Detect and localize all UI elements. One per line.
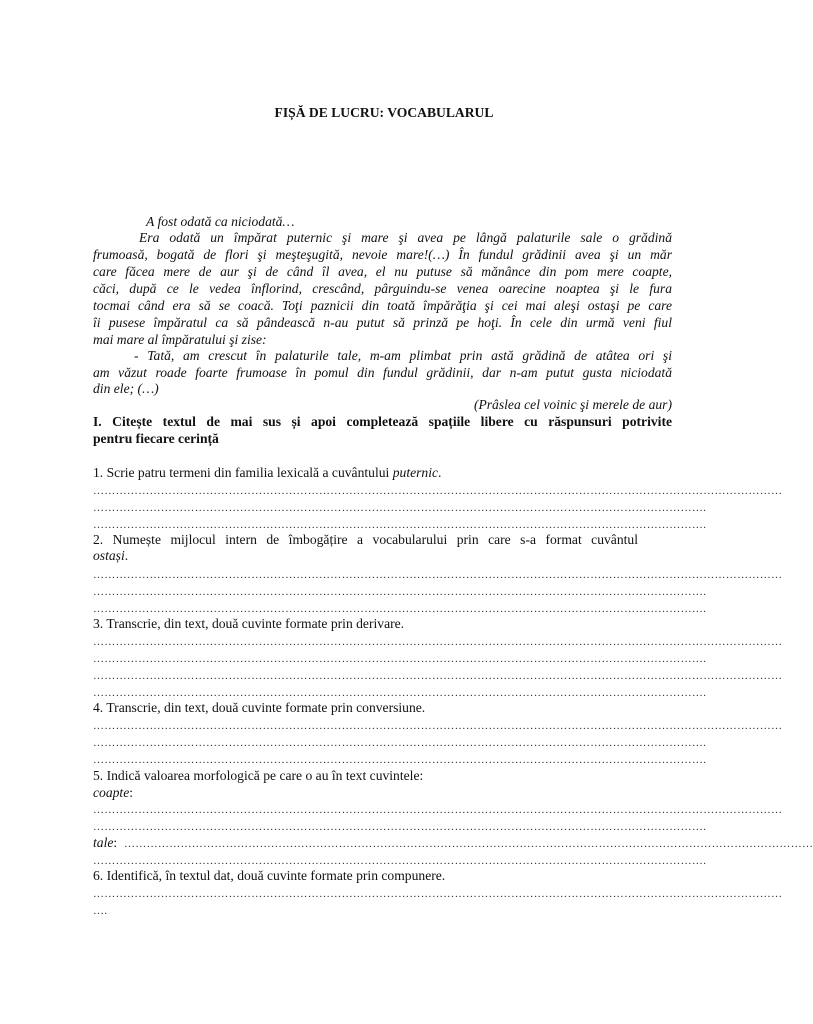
question-2-cont — [93, 547, 128, 564]
story-line: din ele; (…) — [93, 381, 159, 396]
answer-line[interactable]: ………………………………………………………………………………………………………………………………………………………………… — [93, 804, 783, 816]
story-opening: A fost odată ca niciodată… — [146, 214, 295, 229]
question-5-word-2 — [93, 834, 117, 851]
question-1 — [93, 464, 441, 481]
question-word: tale — [93, 835, 114, 850]
question-word: coapte — [93, 785, 130, 800]
answer-line[interactable]: ………………………………………………………………………………………………………………………………………………. — [93, 586, 707, 598]
answer-line[interactable]: ………………………………………………………………………………………………………………………………………………. — [93, 653, 707, 665]
question-6: 6. Identifică, în textul dat, două cuvinte formate prin compunere. — [93, 868, 446, 883]
story-line: îi pusese împăratul ca să pândească n-au putut să prinză pe hoţi. În cele din urmă veni fiul — [93, 315, 672, 330]
story-line: tocmai când era să se coacă. Toţi paznicii din toată împărăţia şi cei mai aleşi ostaşi pe care — [93, 298, 672, 313]
answer-line[interactable]: …. — [93, 905, 108, 917]
story-line: Era odată un împărat puternic şi mare şi avea pe lângă palaturile sale o grădină — [139, 230, 672, 245]
question-colon: : — [129, 785, 134, 800]
answer-line[interactable]: ………………………………………………………………………………………………………………………………………………. — [93, 603, 707, 615]
answer-line[interactable]: ………………………………………………………………………………………………………………………………………………. — [93, 519, 707, 531]
question-word: ostași — [93, 548, 125, 563]
answer-line[interactable]: ………………………………………………………………………………………………………………………………………………. — [93, 754, 707, 766]
story-source: (Prâslea cel voinic şi merele de aur) — [473, 397, 672, 412]
answer-line[interactable]: ………………………………………………………………………………………………………………………………………………………………… — [93, 888, 783, 900]
answer-line[interactable]: ………………………………………………………………………………………………………………………………………………. — [93, 821, 707, 833]
answer-line[interactable]: ………………………………………………………………………………………………………………………………………………………………… — [93, 636, 783, 648]
answer-line[interactable]: ………………………………………………………………………………………………………………………………………………. — [93, 687, 707, 699]
question-2: 2. Numește mijlocul intern de îmbogățire a vocabularului prin care s-a format cuvântul — [93, 532, 638, 547]
worksheet-title: FIȘĂ DE LUCRU: VOCABULARUL — [274, 105, 494, 120]
story-line: frumoasă, bogată de flori şi meşteşugită, nevoie mare!(…) În fundul grădinii avea şi un măr — [93, 247, 672, 262]
answer-line[interactable]: ………………………………………………………………………………………………………………………………………………. — [93, 855, 707, 867]
question-5: 5. Indică valoarea morfologică pe care o au în text cuvintele: — [93, 768, 424, 783]
story-line: mai mare al împăratului şi zise: — [93, 332, 267, 347]
question-5-word-1 — [93, 784, 133, 801]
question-text: 1. Scrie patru termeni din familia lexicală a cuvântului — [93, 465, 393, 480]
instruction-line: I. Citește textul de mai sus și apoi completează spațiile libere cu răspunsuri potrivite — [93, 414, 672, 429]
answer-line[interactable]: ………………………………………………………………………………………………………………………………………………………………… — [93, 720, 783, 732]
answer-line[interactable]: ………………………………………………………………………………………………………………………………………………………………… — [93, 670, 783, 682]
question-end: . — [124, 548, 129, 563]
answer-line[interactable]: ………………………………………………………………………………………………………………………………………………………………… — [93, 569, 783, 581]
story-line: care făcea mere de aur şi de când îl avea, el nu putuse să mănânce din pom mere coapte, — [93, 264, 672, 279]
question-end: . — [438, 465, 442, 480]
question-colon: : — [113, 835, 118, 850]
story-line: am văzut roade foarte frumoase în pomul din fundul grădinii, dar n-am putut gusta niciodată — [93, 365, 672, 380]
question-word: puternic — [392, 465, 439, 480]
answer-line[interactable]: ………………………………………………………………………………………………………………………………………………………………… — [124, 838, 813, 850]
story-dialogue-line: - Tată, am crescut în palaturile tale, m-am plimbat prin astă grădină de atâtea ori şi — [134, 348, 672, 363]
answer-line[interactable]: ………………………………………………………………………………………………………………………………………………………………… — [93, 485, 783, 497]
answer-line[interactable]: ………………………………………………………………………………………………………………………………………………. — [93, 502, 707, 514]
question-3: 3. Transcrie, din text, două cuvinte formate prin derivare. — [93, 616, 405, 631]
instruction-line: pentru fiecare cerință — [93, 431, 219, 446]
question-4: 4. Transcrie, din text, două cuvinte formate prin conversiune. — [93, 700, 426, 715]
answer-line[interactable]: ………………………………………………………………………………………………………………………………………………. — [93, 737, 707, 749]
story-line: căci, după ce le vedea înflorind, crescând, pârguindu-se venea oarecine noaptea şi le fura — [93, 281, 672, 296]
